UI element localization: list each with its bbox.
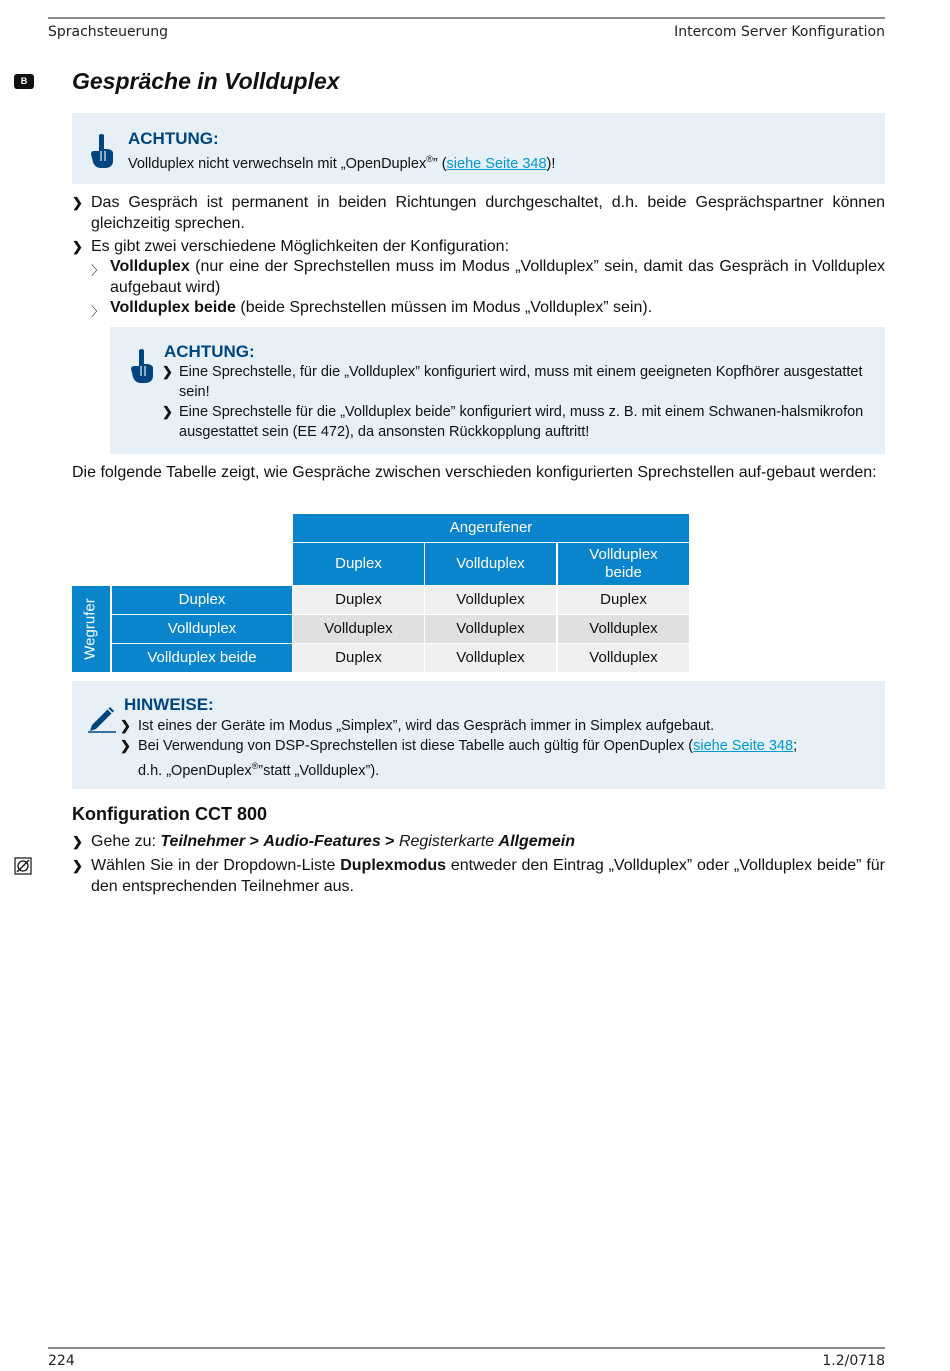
footer-rule [48,1347,885,1349]
pointing-hand-icon [130,348,156,384]
hinweise-item-1: Ist eines der Geräte im Modus „Simplex”, wird das Gespräch immer in Simplex aufgebaut. [138,718,715,734]
achtung-title-2: ACHTUNG: [164,342,255,361]
table-cell: Vollduplex [293,615,424,643]
subbullet-chevron-icon: 〉 [91,263,105,278]
table-cell: Duplex [293,644,424,672]
hinweise-item-2: Bei Verwendung von DSP-Sprechstellen ist diese Tabelle auch gültig für OpenDuplex (siehe Seite 348; d.h. „OpenDuplex®”statt „Vollduplex”). [138,738,798,779]
col-header: Vollduplex [425,543,556,585]
bullet-1-text: Das Gespräch ist permanent in beiden Richtungen durchgeschaltet, d.h. beide Gesprächspartner können gleichzeitig sprechen. [91,194,885,232]
row-header: Duplex [112,586,292,614]
pointing-hand-icon [90,133,116,169]
bullet-chevron-icon: ❯ [120,718,131,733]
table-cell: Duplex [293,586,424,614]
achtung-2-item-1: Eine Sprechstelle, für die „Vollduplex” konfiguriert wird, muss mit einem geeigneten Kopfhörer ausgestattet sein! [179,364,863,400]
achtung-box-1 [72,113,885,184]
page-number: 224 [48,1353,75,1369]
subbullet-chevron-icon: 〉 [91,304,105,319]
page-link-348[interactable]: siehe Seite 348 [693,738,794,754]
subbullet-2-text: Vollduplex beide (beide Sprechstellen müssen im Modus „Vollduplex” sein). [110,299,653,316]
hinweise-box [72,681,885,789]
hinweise-title: HINWEISE: [124,695,214,714]
header-left: Sprachsteuerung [48,24,168,40]
chapter-badge: B [14,74,34,89]
bullet-chevron-icon: ❯ [120,738,131,753]
col-header: Vollduplex beide [558,543,689,585]
table-cell: Vollduplex [425,586,556,614]
document-version: 1.2/0718 [822,1353,885,1369]
subbullet-1-text: Vollduplex (nur eine der Sprechstellen muss im Modus „Vollduplex” sein, damit das Gespräch in Vollduplex aufgebaut wird) [110,258,885,296]
page-title: Gespräche in Vollduplex [72,68,340,94]
row-header: Vollduplex [112,615,292,643]
bullet-chevron-icon: ❯ [162,364,173,379]
col-header: Duplex [293,543,424,585]
row-group-header: Wegrufer [72,586,110,672]
bullet-chevron-icon: ❯ [72,834,83,849]
bullet-2-text: Es gibt zwei verschiedene Möglichkeiten der Konfiguration: [91,238,510,255]
bullet-chevron-icon: ❯ [72,239,83,254]
table-cell: Duplex [558,586,689,614]
header-rule [48,17,885,19]
col-group-header: Angerufener [293,514,689,542]
config-heading: Konfiguration CCT 800 [72,804,268,824]
table-cell: Vollduplex [425,615,556,643]
bullet-chevron-icon: ❯ [72,195,83,210]
no-entry-icon [14,857,32,875]
achtung-text-1: Vollduplex nicht verwechseln mit „OpenDuplex®” (siehe Seite 348)! [128,154,556,172]
table-intro-text: Die folgende Tabelle zeigt, wie Gespräche zwischen verschieden konfigurierten Sprechstellen auf-gebaut werden: [72,464,877,481]
row-header: Vollduplex beide [112,644,292,672]
config-step-2: Wählen Sie in der Dropdown-Liste Duplexmodus entweder den Eintrag „Vollduplex” oder „Vollduplex beide” für den entsprechenden Teilnehmer aus. [91,857,885,895]
config-step-1: Gehe zu: Teilnehmer > Audio-Features > Registerkarte Allgemein [91,833,576,850]
header-right: Intercom Server Konfiguration [674,24,885,40]
bullet-chevron-icon: ❯ [72,858,83,873]
achtung-2-item-2: Eine Sprechstelle für die „Vollduplex beide” konfiguriert wird, muss z. B. mit einem Schwanen-halsmikrofon ausgestattet sein (EE 472), da ansonsten Rückkopplung auftritt! [179,404,864,440]
achtung-title-1: ACHTUNG: [128,129,219,148]
table-cell: Vollduplex [558,644,689,672]
achtung-box-2 [110,327,885,454]
table-cell: Vollduplex [425,644,556,672]
page-link-348[interactable]: siehe Seite 348 [446,155,547,172]
pencil-icon [86,701,118,733]
bullet-chevron-icon: ❯ [162,404,173,419]
table-cell: Vollduplex [558,615,689,643]
